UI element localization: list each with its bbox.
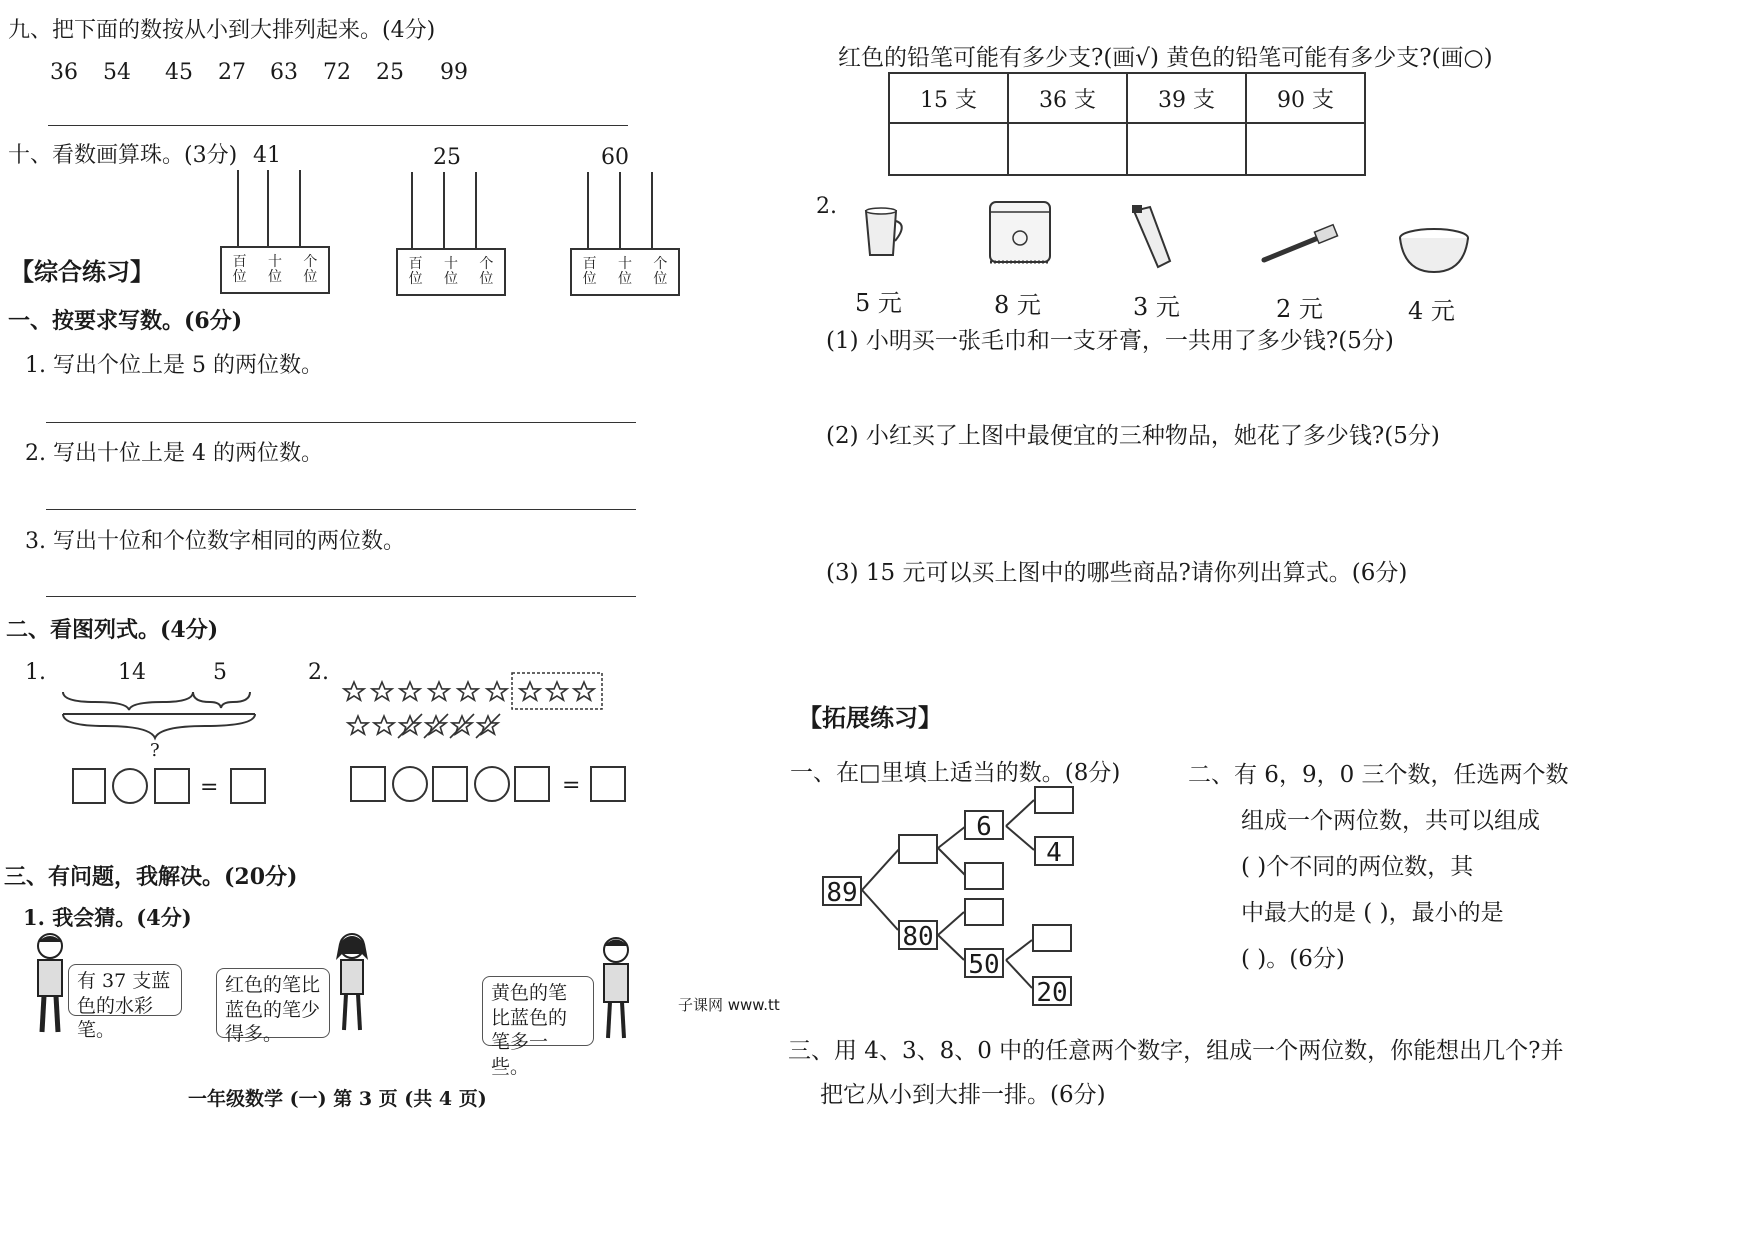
number: 54 <box>103 60 131 85</box>
place-label: 百位 <box>232 254 247 285</box>
tree-node: 80 <box>898 920 938 950</box>
brace-label: 5 <box>213 660 227 685</box>
tree-node: 20 <box>1032 976 1072 1006</box>
watermark: 子课网 www.tt <box>678 996 780 1014</box>
boy-icon <box>30 930 70 1042</box>
q2-question: (3) 15 元可以买上图中的哪些商品?请你列出算式。(6分) <box>826 560 1408 586</box>
number: 25 <box>376 60 404 85</box>
number: 45 <box>165 60 193 85</box>
place-label: 十位 <box>443 256 458 287</box>
answer-box[interactable] <box>432 766 468 802</box>
pen-option: 90 支 <box>1246 73 1365 123</box>
answer-box[interactable] <box>350 766 386 802</box>
tree-node: 89 <box>822 876 862 906</box>
number: 63 <box>270 60 298 85</box>
question-mark: ? <box>150 740 160 761</box>
tree-node: 4 <box>1034 836 1074 866</box>
p2-label: 2. <box>308 660 329 685</box>
mark-cell[interactable] <box>889 123 1008 175</box>
mark-cell[interactable] <box>1127 123 1246 175</box>
price-label: 4 元 <box>1408 297 1455 325</box>
answer-box[interactable] <box>1034 786 1074 814</box>
e2-line: 组成一个两位数，共可以组成 <box>1241 808 1540 834</box>
answer-box[interactable] <box>72 768 106 804</box>
place-label: 百位 <box>408 256 423 287</box>
equals-sign: = <box>562 773 581 798</box>
speech-bubble: 黄色的笔比蓝色的笔多一些。 <box>482 976 594 1046</box>
e2-line: 中最大的是 ( )，最小的是 <box>1241 900 1504 926</box>
abacus-41[interactable] <box>220 170 330 300</box>
q2-question: (1) 小明买一张毛巾和一支牙膏，一共用了多少钱?(5分) <box>826 328 1394 354</box>
operator-circle[interactable] <box>474 766 510 802</box>
pen-option: 39 支 <box>1127 73 1246 123</box>
answer-box[interactable] <box>154 768 190 804</box>
abacus-value: 25 <box>433 145 461 170</box>
pen-table <box>888 72 1366 176</box>
answer-box[interactable] <box>230 768 266 804</box>
mark-cell[interactable] <box>1246 123 1365 175</box>
stars-diagram <box>340 668 610 748</box>
s1-item: 1. 写出个位上是 5 的两位数。 <box>25 353 323 378</box>
towel-icon <box>984 198 1056 270</box>
s3-sub1: 1. 我会猜。(4分) <box>23 905 192 930</box>
s1-title: 一、按要求写数。(6分) <box>8 308 243 334</box>
place-label: 十位 <box>267 254 282 285</box>
price-label: 2 元 <box>1276 295 1323 323</box>
abacus-60[interactable] <box>570 172 680 302</box>
s2-title: 二、看图列式。(4分) <box>6 617 219 643</box>
abacus-25[interactable] <box>396 172 506 302</box>
mark-cell[interactable] <box>1008 123 1127 175</box>
q9-title: 九、把下面的数按从小到大排列起来。(4分) <box>8 18 436 43</box>
answer-line[interactable] <box>46 596 636 597</box>
number: 27 <box>218 60 246 85</box>
q2-label: 2. <box>816 194 837 219</box>
s1-item: 2. 写出十位上是 4 的两位数。 <box>25 441 323 466</box>
speech-bubble: 有 37 支蓝色的水彩笔。 <box>68 964 182 1016</box>
p1-label: 1. <box>25 660 46 685</box>
number: 99 <box>440 60 468 85</box>
section-title: 【拓展练习】 <box>798 703 942 732</box>
place-label: 个位 <box>653 256 668 287</box>
price-label: 3 元 <box>1133 293 1180 321</box>
tree-node: 6 <box>964 810 1004 840</box>
tree-node: 50 <box>964 948 1004 978</box>
abacus-value: 41 <box>253 143 281 168</box>
cup-icon <box>862 205 908 260</box>
section-title: 【综合练习】 <box>10 257 154 286</box>
place-label: 个位 <box>303 254 318 285</box>
s1-item: 3. 写出十位和个位数字相同的两位数。 <box>25 529 405 554</box>
equals-sign: = <box>200 775 219 800</box>
answer-line[interactable] <box>48 125 628 126</box>
toothbrush-icon <box>1258 222 1342 266</box>
pen-option: 15 支 <box>889 73 1008 123</box>
answer-box[interactable] <box>514 766 550 802</box>
e2-line: 二、有 6，9，0 三个数，任选两个数 <box>1188 762 1569 788</box>
answer-box[interactable] <box>964 898 1004 926</box>
operator-circle[interactable] <box>112 768 148 804</box>
answer-box[interactable] <box>898 834 938 864</box>
e2-line: ( )。(6分) <box>1241 946 1345 972</box>
answer-box[interactable] <box>590 766 626 802</box>
girl-icon <box>330 930 376 1040</box>
s3-title: 三、有问题，我解决。(20分) <box>4 864 298 890</box>
abacus-value: 60 <box>601 145 629 170</box>
price-label: 8 元 <box>994 291 1041 319</box>
brace-label: 14 <box>118 660 146 685</box>
place-label: 十位 <box>617 256 632 287</box>
answer-box[interactable] <box>1032 924 1072 952</box>
boy-icon <box>594 934 638 1046</box>
q2-question: (2) 小红买了上图中最便宜的三种物品，她花了多少钱?(5分) <box>826 423 1440 449</box>
place-label: 个位 <box>479 256 494 287</box>
pen-option: 36 支 <box>1008 73 1127 123</box>
answer-line[interactable] <box>46 509 636 510</box>
operator-circle[interactable] <box>392 766 428 802</box>
basin-icon <box>1396 226 1472 278</box>
toothpaste-icon <box>1128 203 1176 271</box>
e1-title: 一、在□里填上适当的数。(8分) <box>790 760 1121 786</box>
number: 72 <box>323 60 351 85</box>
e2-line: ( )个不同的两位数，其 <box>1241 854 1474 880</box>
answer-box[interactable] <box>964 862 1004 890</box>
number: 36 <box>50 60 78 85</box>
e3-line: 把它从小到大排一排。(6分) <box>820 1082 1106 1108</box>
page-footer: 一年级数学 (一) 第 3 页 (共 4 页) <box>188 1088 487 1110</box>
brace-diagram <box>55 678 265 758</box>
q10-title: 十、看数画算珠。(3分) <box>8 143 238 168</box>
answer-line[interactable] <box>46 422 636 423</box>
e3-line: 三、用 4、3、8、0 中的任意两个数字，组成一个两位数，你能想出几个?并 <box>788 1038 1564 1064</box>
place-label: 百位 <box>582 256 597 287</box>
speech-bubble: 红色的笔比蓝色的笔少得多。 <box>216 968 330 1038</box>
pen-question: 红色的铅笔可能有多少支?(画√) 黄色的铅笔可能有多少支?(画○) <box>838 45 1493 71</box>
price-label: 5 元 <box>855 289 902 317</box>
